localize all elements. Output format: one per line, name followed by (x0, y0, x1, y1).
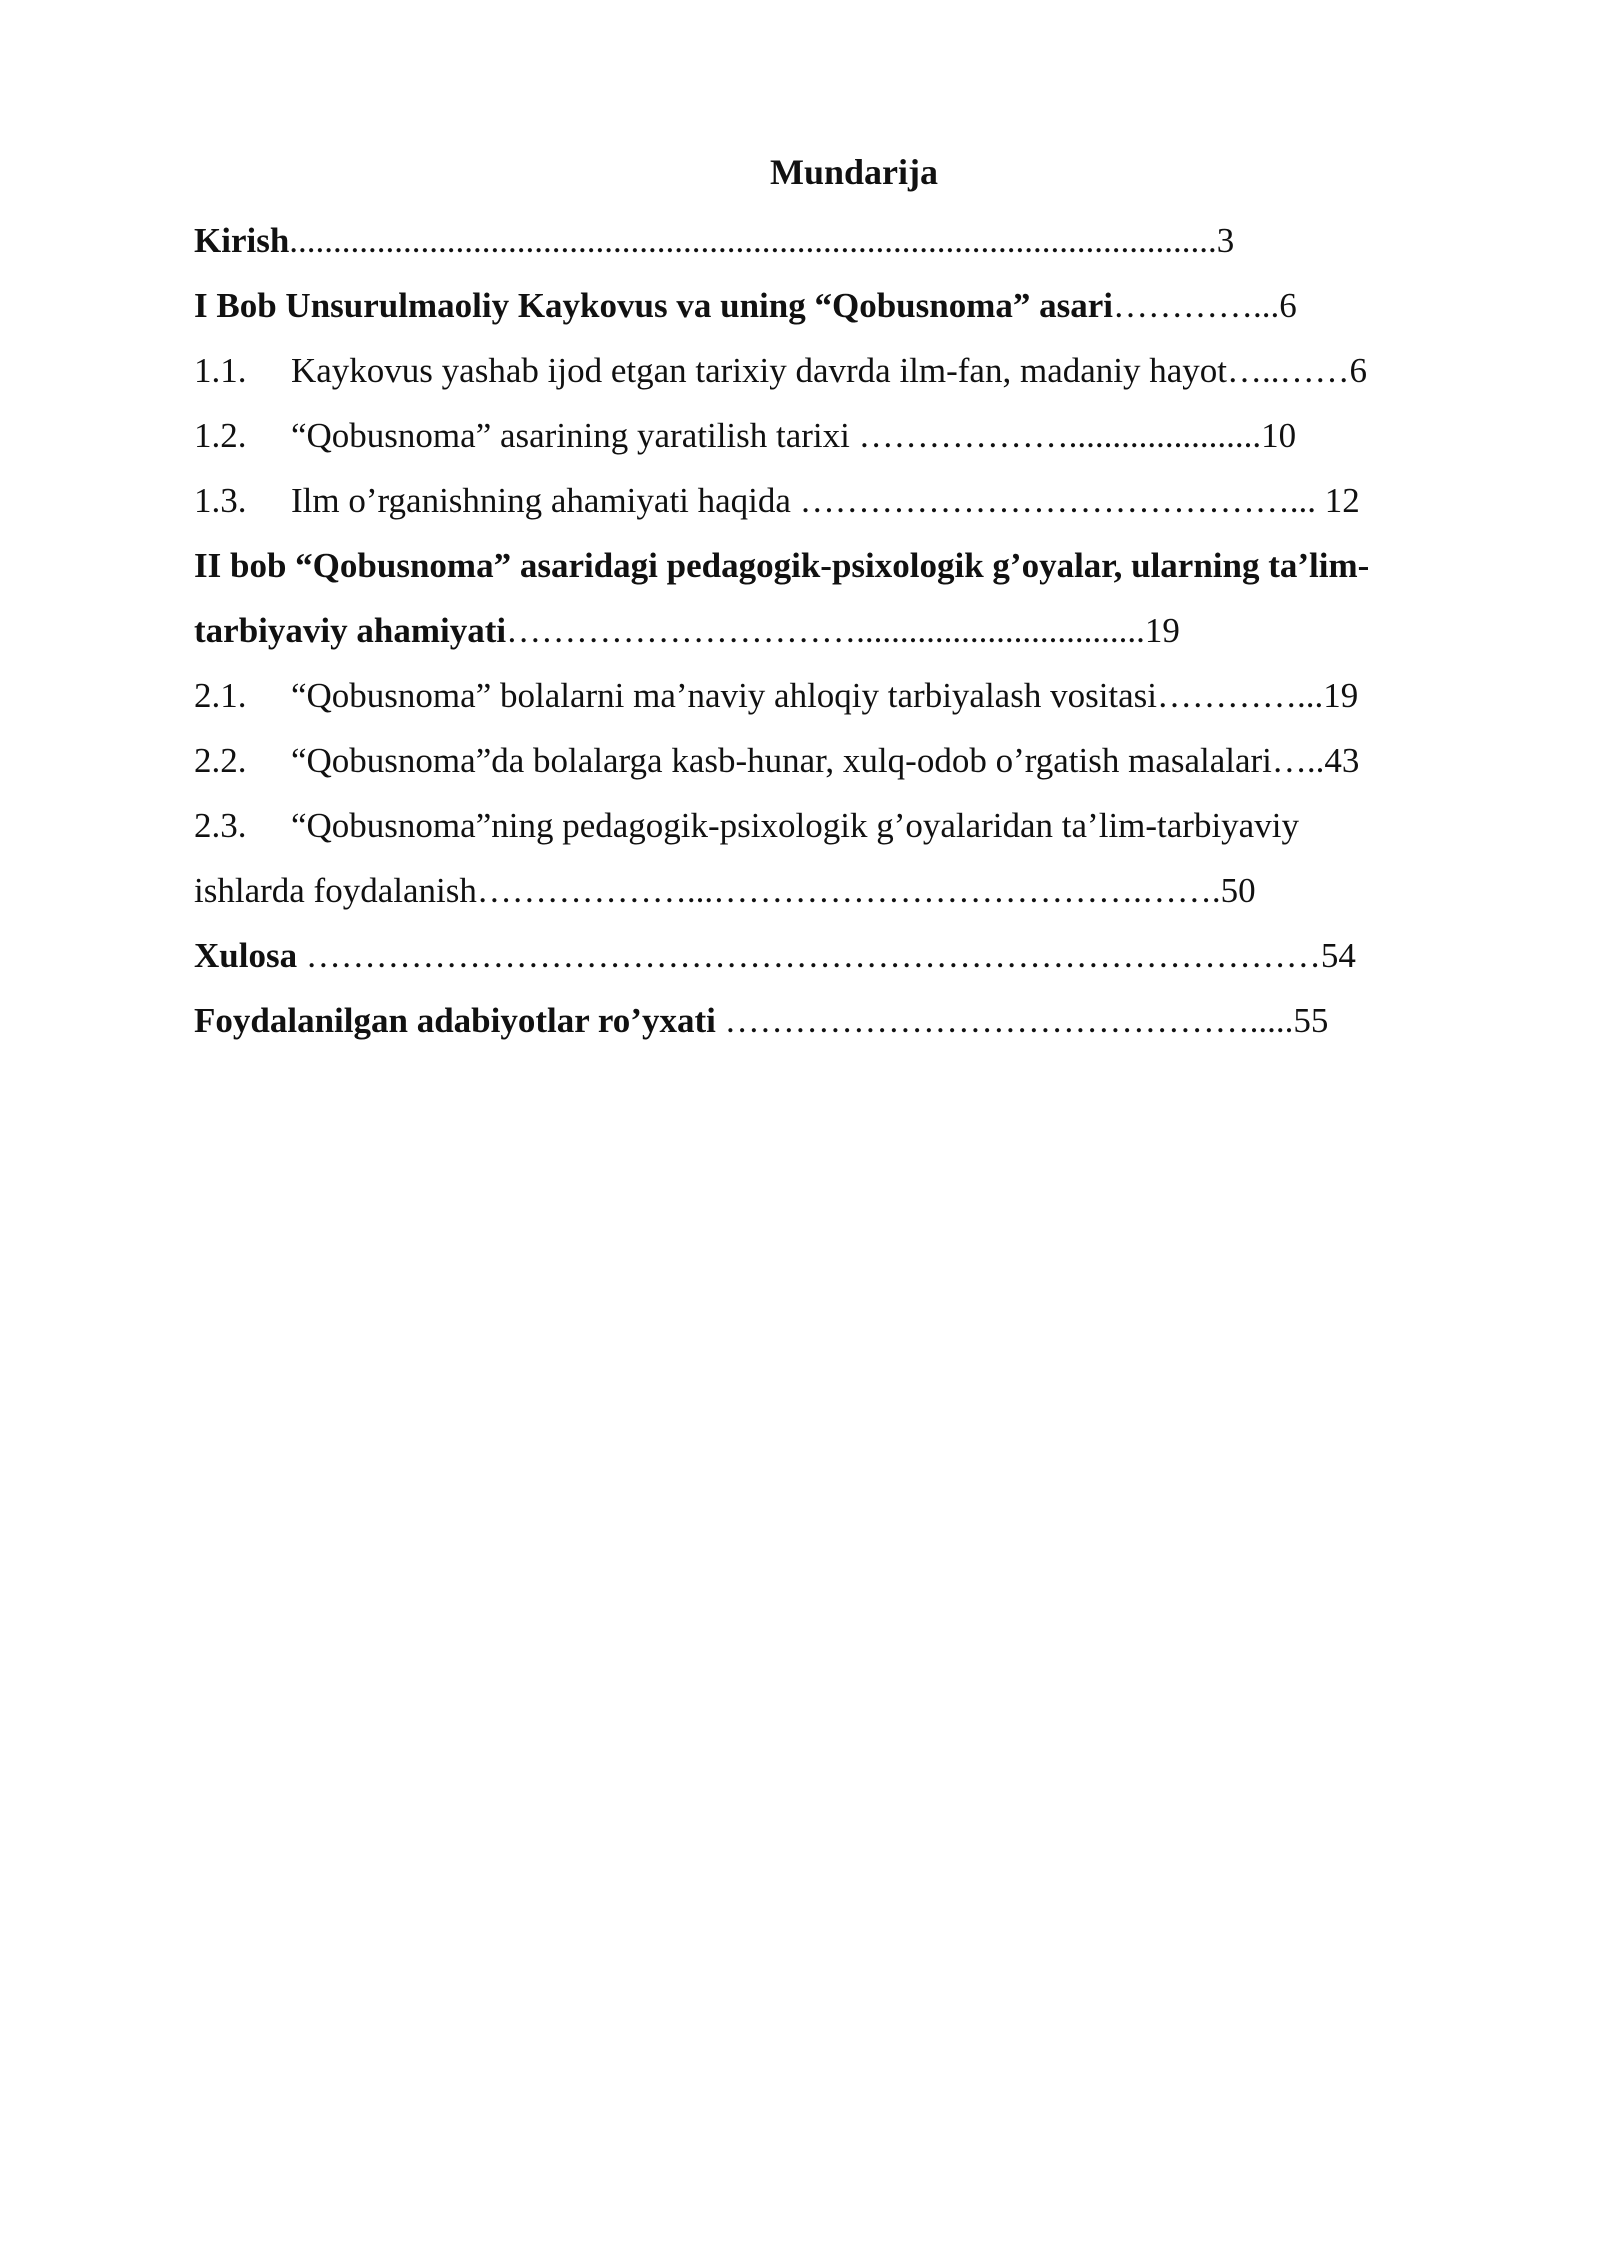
toc-entry-number: 2.3. (194, 806, 247, 845)
toc-entry-page: 12 (1324, 481, 1360, 520)
toc-entry-chapter-2-line-2 (194, 598, 1454, 663)
toc-entry-text: II bob “Qobusnoma” asaridagi pedagogik-psixologik g’oyalar, ularning ta’lim- (194, 546, 1370, 585)
toc-entry-section-1-1 (194, 338, 1454, 403)
toc-entry-page: 3 (1216, 221, 1235, 260)
toc-entry-leader: ………………...................... (858, 416, 1262, 455)
toc-entry-conclusion (194, 923, 1454, 988)
toc-entry-text: “Qobusnoma”da bolalarga kasb-hunar, xulq-odob o’rgatish masalalari (291, 741, 1272, 780)
toc-entry-text: “Qobusnoma”ning pedagogik-psixologik g’oyalaridan ta’lim-tarbiyaviy (291, 806, 1299, 845)
toc-entry-number: 1.1. (194, 351, 247, 390)
toc-entry-text: ishlarda foydalanish (194, 871, 477, 910)
toc-entry-number: 1.2. (194, 416, 247, 455)
toc-entry-introduction (194, 208, 1454, 273)
toc-entry-text: Kirish (194, 221, 290, 260)
toc-entry-page: 6 (1279, 286, 1297, 325)
toc-entry-section-2-2 (194, 728, 1454, 793)
toc-entry-section-2-1 (194, 663, 1454, 728)
toc-entry-text: Kaykovus yashab ijod etgan tarixiy davrda ilm-fan, madaniy hayot (291, 351, 1227, 390)
toc-entry-number: 1.3. (194, 481, 247, 520)
toc-entry-number: 2.2. (194, 741, 247, 780)
toc-entry-text: “Qobusnoma” bolalarni ma’naviy ahloqiy tarbiyalash vositasi (291, 676, 1158, 715)
toc-entry-text: tarbiyaviy ahamiyati (194, 611, 507, 650)
toc-entry-page: 55 (1293, 1001, 1329, 1040)
toc-entry-section-2-3-line-1 (194, 793, 1454, 858)
toc-entry-leader: …………………………………………………………………………… (305, 936, 1321, 975)
toc-entry-page: 50 (1220, 871, 1256, 910)
toc-entry-number: 2.1. (194, 676, 247, 715)
toc-entry-page: 10 (1261, 416, 1297, 455)
toc-entry-leader: …………... (1157, 676, 1324, 715)
toc-entry-leader: ………………...……………………………….……. (476, 871, 1221, 910)
toc-entry-page: 43 (1324, 741, 1360, 780)
toc-entry-references (194, 988, 1454, 1053)
toc-entry-page: 6 (1349, 351, 1367, 390)
toc-entry-leader: ….. (1271, 741, 1325, 780)
toc-entry-leader: ……………………………………... (799, 481, 1325, 520)
toc-entry-leader: …………... (1113, 286, 1280, 325)
toc-entry-page: 19 (1323, 676, 1359, 715)
toc-entry-section-1-3 (194, 468, 1454, 533)
toc-entry-chapter-1 (194, 273, 1454, 338)
toc-entry-text: Foydalanilgan adabiyotlar ro’yxati (194, 1001, 725, 1040)
toc-entry-text: Xulosa (194, 936, 306, 975)
toc-entry-section-2-3-line-2 (194, 858, 1454, 923)
table-of-contents (194, 140, 1454, 1053)
toc-entry-page: 19 (1144, 611, 1180, 650)
toc-entry-chapter-2-line-1 (194, 533, 1454, 598)
toc-entry-page: 54 (1320, 936, 1356, 975)
toc-entry-section-1-2 (194, 403, 1454, 468)
toc-entry-leader: …..…… (1227, 351, 1350, 390)
toc-entry-leader: …………………………................................. (506, 611, 1145, 650)
toc-title: Mundarija (769, 152, 938, 192)
toc-entry-text: “Qobusnoma” asarining yaratilish tarixi (291, 416, 859, 455)
toc-entry-text: I Bob Unsurulmaoliy Kaykovus va uning “Qobusnoma” asari (194, 286, 1114, 325)
toc-entry-leader: ………………………………………..... (724, 1001, 1294, 1040)
toc-entry-text: Ilm o’rganishning ahamiyati haqida (291, 481, 800, 520)
toc-entry-leader: .......................................................................................................... (289, 221, 1217, 260)
